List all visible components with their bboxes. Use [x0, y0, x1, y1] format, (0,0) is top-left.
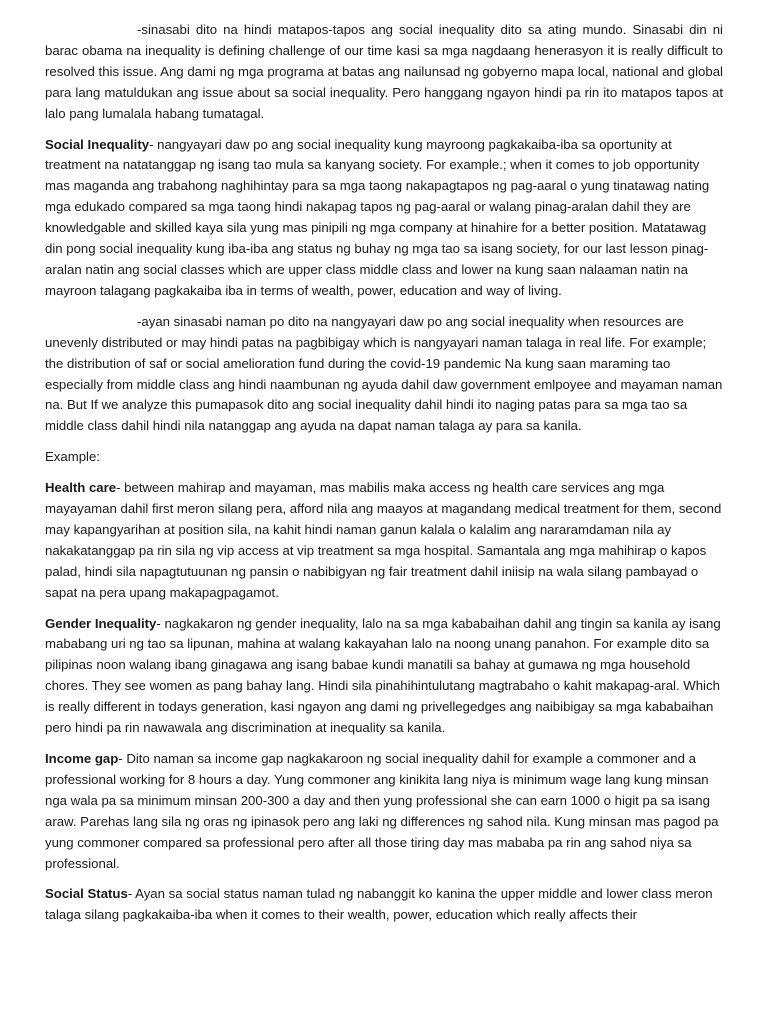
paragraph-term: Income gap: [45, 751, 119, 766]
paragraph-intro: [45, 20, 723, 125]
paragraph-text: - Ayan sa social status naman tulad ng nabanggit ko kanina the upper middle and lower class meron talaga silang pagkakaiba-iba when it comes to their wealth, power, education which really affects their: [45, 886, 713, 923]
document-page: [45, 20, 723, 936]
paragraph-text: - between mahirap and mayaman, mas mabilis maka access ng health care services ang mga mayayaman dahil first meron silang pera, afford nila ang maayos at magandang medical treatment for them, second may kapangyarihan at position sila, na kahit hindi naman ganun kalala o kalalim ang nararamdaman nila ay nakakatanggap pa rin sila ng vip access at vip treatment sa mga hospital. Samantala ang mga mahihirap o kapos palad, hindi sila napagtutuunan ng pansin o nabibigyan ng fair treatment dahil iniisip na wala silang pambayad o sapat na pera upang makapagpagamot.: [45, 480, 722, 600]
paragraph-income-gap: [45, 749, 723, 874]
paragraph-text: -ayan sinasabi naman po dito na nangyayari daw po ang social inequality when resources are unevenly distributed or may hindi patas na pagbibigay which is nangyayari naman talaga in real life. For example; the distribution of saf or social amelioration fund during the covid-19 pandemic Na kung saan maraming tao especially from middle class ang hindi naambunan ng ayuda dahil daw government emlpoyee and mayaman naman na. But If we analyze this pumapasok dito ang social inequality dahil hindi ito naging patas para sa mga tao sa middle class dahil hindi nila natanggap ang ayuda na dapat naman talaga ay para sa kanila.: [45, 313, 723, 434]
paragraph-term: Social Status: [45, 886, 128, 902]
paragraph-social-inequality: [45, 135, 723, 302]
paragraph-text: Example:: [45, 449, 100, 465]
paragraph-term: Social Inequality: [45, 136, 150, 152]
paragraph-text: - nangyayari daw po ang social inequality kung mayroong pagkakaiba-iba sa oportunity at treatment na natatanggap ng isang tao mula sa kanyang society. For example.; when it comes to job opportunity mas maganda ang trabahong naghihintay para sa mga taong nakapagtapos ng pag-aaral o yung tinatawag nating mga edukado compared sa mga taong hindi nakapag tapos ng pag-aaral or walang pinag-aralan dahil they are knowledgable and skilled kaya sila yung mas pinipili ng mga company at hinahire for a better position. Matatawag din pong social inequality kung iba-iba ang status ng buhay ng mga tao sa isang society, for our last lesson pinag-aralan natin ang social classes which are upper class middle class and lower na kung saan nalaaman natin na mayroon talagang pagkakaiba iba in terms of wealth, power, education and way of living.: [45, 136, 710, 298]
paragraph-text: -sinasabi dito na hindi matapos-tapos ang social inequality dito sa ating mundo. Sinasabi din ni barac obama na inequality is defining challenge of our time kasi sa mga nagdaang henerasyon it is really difficult to resolved this issue. Ang dami ng mga programa at batas ang nailunsad ng gobyerno mapa local, national and global para lang matuldukan ang issue about sa social inequality. Pero hanggang ngayon hindi pa rin ito matapos tapos at lalo pang lumalala habang tumatagal.: [45, 22, 723, 121]
paragraph-example-label: [45, 447, 723, 468]
paragraph-text: - nagkakaron ng gender inequality, lalo na sa mga kababaihan dahil ang tingin sa kanila ay isang mababang uri ng tao sa lipunan, mahina at walang kakayahan lalo na noong unang panahon. For example dito sa pilipinas noon walang ibang ginagawa ang isang babae kundi manatili sa bahay at gumawa ng mga household chores. They see women as pang bahay lang. Hindi sila pinahihintulutang magtrabaho o kahit makapag-aral. Which is really different in todays generation, kasi ngayon ang dami ng privellegedges ang naibibigay sa mga kababaihan pero hindi pa rin nawawala ang discrimination at inequality sa kanila.: [45, 615, 721, 736]
paragraph-gender-inequality: [45, 614, 723, 739]
paragraph-term: Gender Inequality: [45, 615, 157, 631]
paragraph-resources: [45, 312, 723, 437]
paragraph-health-care: [45, 478, 723, 603]
paragraph-term: Health care: [45, 480, 117, 496]
paragraph-text: - Dito naman sa income gap nagkakaroon ng social inequality dahil for example a commoner and a professional working for 8 hours a day. Yung commoner ang kinikita lang niya is minimum wage lang kung minsan nga wala pa sa minimum minsan 200-300 a day and then yung professional she can earn 1000 o higit pa sa isang araw. Parehas lang sila ng oras ng ipinasok pero ang laki ng differences ng sahod nila. Kung minsan mas pagod pa yung commoner compared sa professional pero after all those tiring day mas mababa pa rin ang sahod niya sa professional.: [45, 751, 719, 871]
paragraph-social-status: [45, 884, 723, 926]
